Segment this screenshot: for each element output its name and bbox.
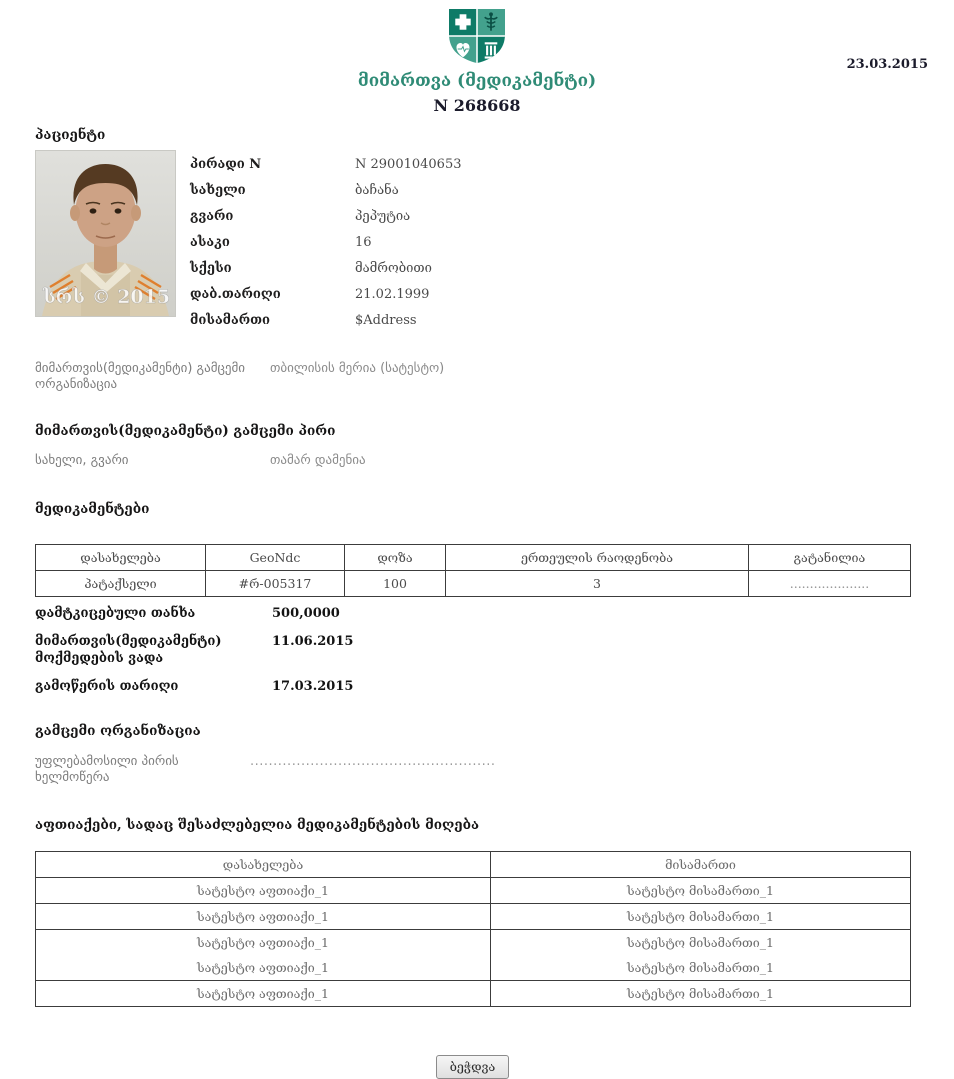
document-title: მიმართვა (მედიკამენტი) [357, 71, 597, 91]
issuer-person-section-title: მიმართვის(მედიკამენტი) გამცემი პირი [35, 423, 336, 439]
med-col-header-quantity: ერთეულის რაოდენობა [446, 545, 749, 571]
document-number: N 268668 [433, 96, 521, 115]
med-dose-cell: 100 [345, 571, 446, 597]
medications-table-header-row [36, 545, 911, 571]
med-name-cell: პატაქსელი [36, 571, 206, 597]
med-dispensed-cell: .................... [749, 571, 911, 597]
prescription-date-row: გამოწერის თარიღი 17.03.2015 [35, 679, 354, 694]
med-col-header-geondc: GeoNdc [206, 545, 345, 571]
patient-section-title: პაციენტი [35, 127, 106, 143]
signature-row: უფლებამოსილი პირის ხელმოწერა ..................................................... [35, 754, 496, 785]
medication-summary [35, 605, 910, 695]
document-header [0, 0, 954, 115]
issuer-person-row: სახელი, გვარი თამარ დამენია [35, 453, 366, 468]
medications-table [35, 544, 911, 597]
patient-field-last-name: გვარი პეპუტია [190, 209, 411, 224]
pharmacies-table-header-row [36, 852, 911, 878]
med-col-header-name: დასახელება [36, 545, 206, 571]
patient-field-birthdate: დაბ.თარიღი 21.02.1999 [190, 287, 430, 302]
signature-line: ..................................................... [250, 754, 496, 769]
pharmacy-row: სატესტო აფთიაქი_1 სატესტო მისამართი_1 [36, 955, 911, 981]
pharmacy-row: სატესტო აფთიაქი_1 სატესტო მისამართი_1 [36, 904, 911, 930]
issuing-org-section-title: გამცემი ორგანიზაცია [35, 723, 201, 739]
med-col-header-dose: დოზა [345, 545, 446, 571]
patient-block [35, 150, 910, 334]
med-quantity-cell: 3 [446, 571, 749, 597]
medications-section-title: მედიკამენტები [35, 501, 150, 517]
footer-actions [35, 1055, 910, 1079]
photo-watermark: სრს © 2015 [43, 286, 171, 308]
patient-photo [35, 150, 176, 317]
pharmacy-row: სატესტო აფთიაქი_1 სატესტო მისამართი_1 [36, 981, 911, 1007]
pharmacy-col-header-address: მისამართი [491, 852, 911, 878]
pharmacies-table [35, 851, 911, 1007]
patient-field-personal-id: პირადი N N 29001040653 [190, 157, 462, 172]
pharmacies-section-title: აფთიაქები, სადაც შესაძლებელია მედიკამენტების მიღება [35, 817, 480, 833]
issuer-organization-row: მიმართვის(მედიკამენტი) გამცემი ორგანიზაცია თბილისის მერია (სატესტო) [35, 361, 445, 392]
pharmacy-row: სატესტო აფთიაქი_1 სატესტო მისამართი_1 [36, 930, 911, 956]
validity-date-row: მიმართვის(მედიკამენტი) მოქმედების ვადა 11.06.2015 [35, 634, 354, 666]
document-date: 23.03.2015 [846, 57, 928, 72]
patient-field-first-name: სახელი ბაჩანა [190, 183, 399, 198]
pharmacy-col-header-name: დასახელება [36, 852, 491, 878]
patient-fields [190, 150, 462, 334]
print-button[interactable]: ბეჭდვა [436, 1055, 510, 1079]
pharmacy-row: სატესტო აფთიაქი_1 სატესტო მისამართი_1 [36, 878, 911, 904]
patient-field-address: მისამართი $Address [190, 313, 417, 328]
approved-amount-row: დამტკიცებული თანხა 500,0000 [35, 606, 340, 621]
medication-row [36, 571, 911, 597]
patient-field-age: ასაკი 16 [190, 235, 372, 250]
med-col-header-dispensed: გატანილია [749, 545, 911, 571]
med-geondc-cell: #რ-005317 [206, 571, 345, 597]
health-ministry-shield-icon [446, 8, 508, 64]
patient-field-sex: სქესი მამრობითი [190, 261, 432, 276]
